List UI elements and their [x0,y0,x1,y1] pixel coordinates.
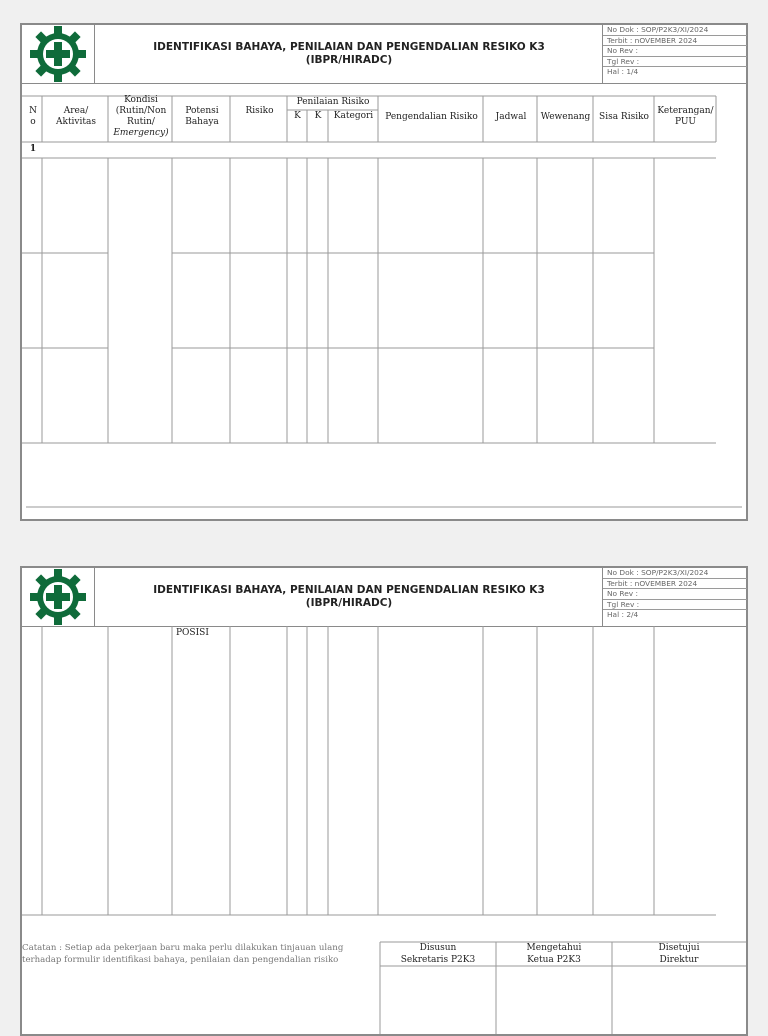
col-header-risiko: Risiko [245,106,274,116]
signature-disetujui-title: Disetujui [658,943,700,953]
col-header-no: N o [29,106,37,127]
row-number: 1 [29,144,37,154]
meta-no-rev: No Rev : [603,46,747,57]
col-header-sisa-risiko: Sisa Risiko [599,112,649,122]
meta-no-dok: No Dok : SOP/P2K3/XI/2024 [603,568,747,579]
signature-mengetahui [496,942,612,966]
col-header-keterangan: Keterangan/ PUU [657,106,714,127]
form-title-line2: (IBPR/HIRADC) [305,597,393,609]
col-header-pengendalian: Pengendalian Risiko [385,112,478,122]
meta-terbit: Terbit : nOVEMBER 2024 [603,579,747,590]
col-header-jadwal: Jadwal [495,112,527,122]
col-header-kondisi-emergency: Emergency) [113,128,169,138]
form-page-2 [20,566,748,1036]
signature-disusun [380,942,496,966]
meta-no-rev: No Rev : [603,589,747,600]
col-header-kondisi [110,95,172,139]
meta-terbit: Terbit : nOVEMBER 2024 [603,36,747,47]
col-header-penilaian: Penilaian Risiko [296,97,370,107]
signature-disusun-title: Disusun [419,943,457,953]
form-title-line2: (IBPR/HIRADC) [305,54,393,66]
signature-disusun-role: Sekretaris P2K3 [400,955,476,965]
meta-hal: Hal : 2/4 [607,610,639,620]
meta-tgl-rev: Tgl Rev : [603,600,747,611]
meta-tgl-rev: Tgl Rev : [603,57,747,68]
page2-potensi-text: POSISI [176,628,209,638]
form-page-1 [20,23,748,521]
col-header-area: Area/ Aktivitas [55,106,96,127]
col-header-wewenang: Wewenang [540,112,591,122]
col-header-potensi: Potensi Bahaya [185,106,219,127]
meta-no-dok: No Dok : SOP/P2K3/XI/2024 [603,25,747,36]
form-note: Catatan : Setiap ada pekerjaan baru maka perlu dilakukan tinjauan ulang terhadap formulir identifikasi bahaya, penilaian dan pengendalian risiko [22,943,344,965]
form-title-line1: IDENTIFIKASI BAHAYA, PENILAIAN DAN PENGENDALIAN RESIKO K3 [153,41,545,53]
col-header-k1: K [294,111,301,121]
col-header-kondisi-text: Kondisi (Rutin/Non Rutin/ [115,95,167,127]
signature-mengetahui-role: Ketua P2K3 [527,955,581,965]
col-header-kategori: Kategori [333,111,374,121]
meta-hal: Hal : 1/4 [607,67,639,77]
signature-disetujui-role: Direktur [659,955,699,965]
col-header-k2: K [314,111,322,121]
form-title-line1: IDENTIFIKASI BAHAYA, PENILAIAN DAN PENGENDALIAN RESIKO K3 [153,584,545,596]
signature-disetujui [612,942,746,966]
signature-mengetahui-title: Mengetahui [526,943,582,953]
